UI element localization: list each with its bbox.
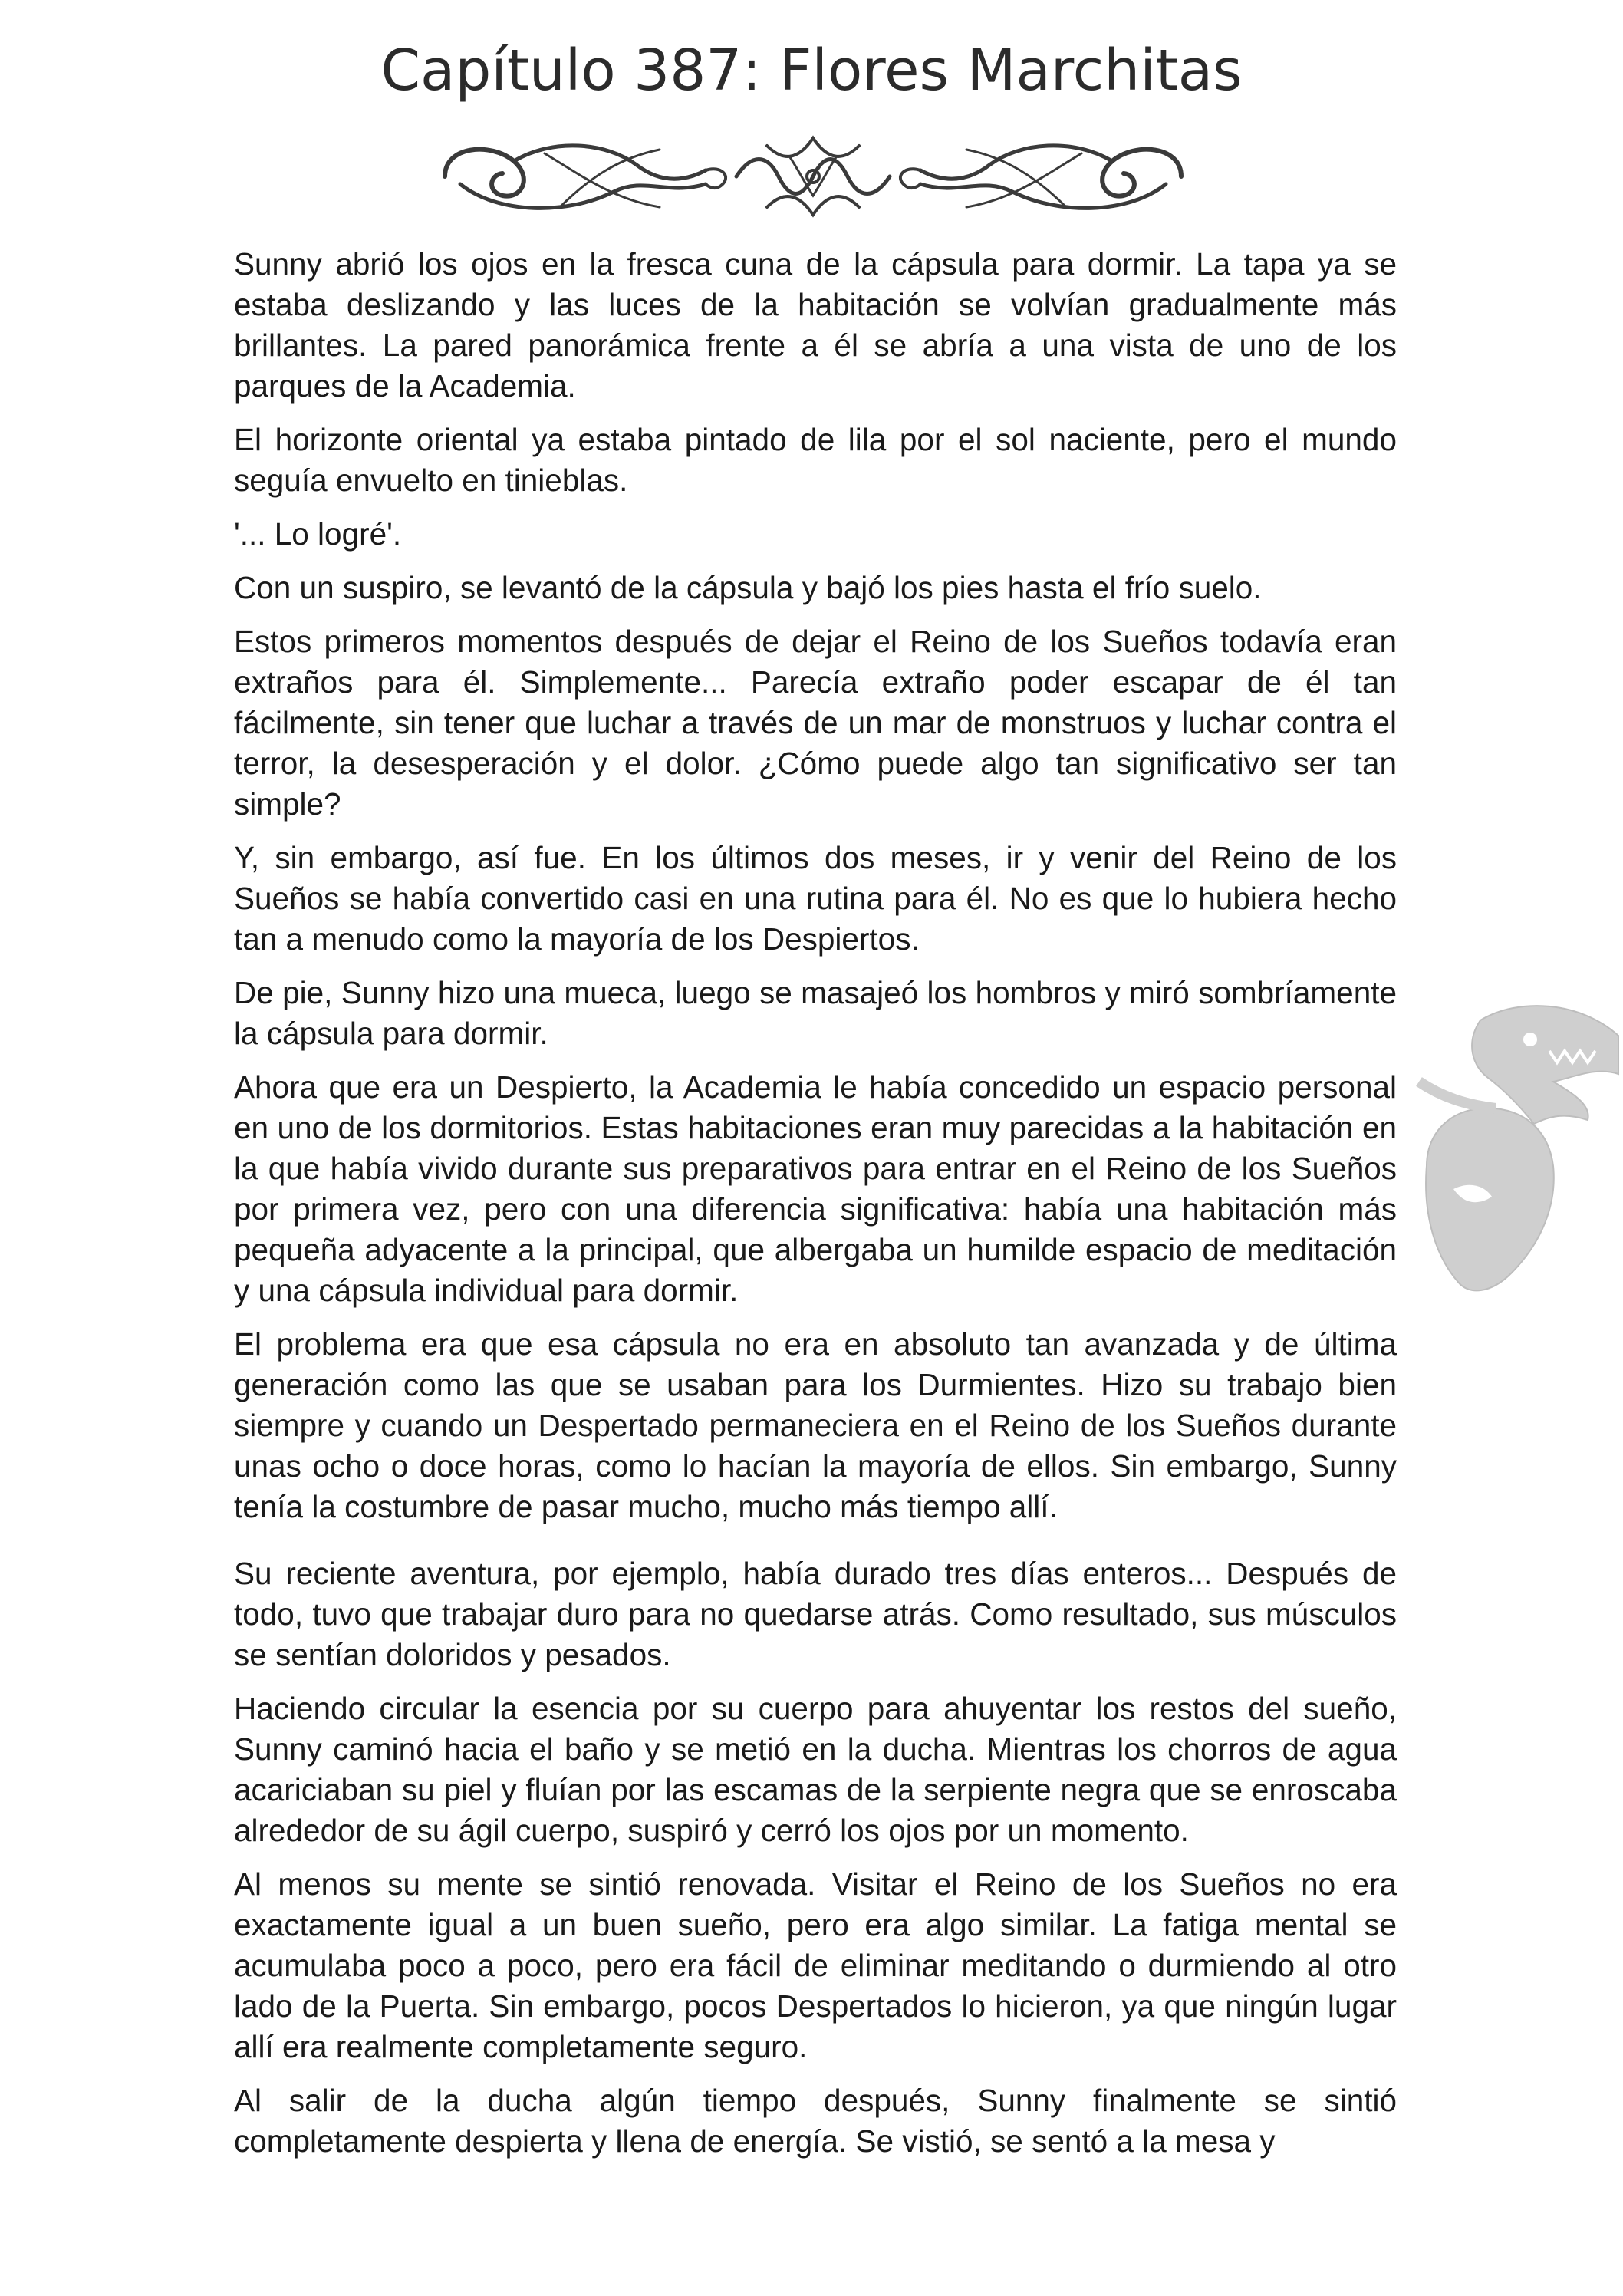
paragraph: Y, sin embargo, así fue. En los últimos dos meses, ir y venir del Reino de los Sueños se había convertido casi en una rutina para él. No es que lo hubiera hecho tan a menudo como la mayoría de los Despiertos. xyxy=(234,840,1397,957)
paragraph: El horizonte oriental ya estaba pintado de lila por el sol naciente, pero el mundo seguía envuelto en tinieblas. xyxy=(234,422,1397,498)
paragraph: Sunny abrió los ojos en la fresca cuna de la cápsula para dormir. La tapa ya se estaba deslizando y las luces de la habitación se volvían gradualmente más brillantes. La pared panorámica frente a él se abría a una vista de uno de los parques de la Academia. xyxy=(234,246,1397,404)
paragraph: Al salir de la ducha algún tiempo después, Sunny finalmente se sintió completamente despierta y llena de energía. Se vistió, se sentó a la mesa y xyxy=(234,2083,1397,2159)
chapter-title: Capítulo 387: Flores Marchitas xyxy=(380,38,1243,104)
paragraph: '... Lo logré'. xyxy=(234,516,402,552)
paragraph: Con un suspiro, se levantó de la cápsula y bajó los pies hasta el frío suelo. xyxy=(234,570,1262,605)
paragraph: El problema era que esa cápsula no era en absoluto tan avanzada y de última generación como las que se usaban para los Durmientes. Hizo su trabajo bien siempre y cuando un Despertado permaneciera en el Reino de los Sueños durante unas ocho o doce horas, como lo hacían la mayoría de ellos. Sin embargo, Sunny tenía la costumbre de pasar mucho, mucho más tiempo allí. xyxy=(234,1326,1397,1524)
paragraph: Haciendo circular la esencia por su cuerpo para ahuyentar los restos del sueño, Sunny caminó hacia el baño y se metió en la ducha. Mientras los chorros de agua acariciaban su piel y fluían por las escamas de la serpiente negra que se enroscaba alrededor de su ágil cuerpo, suspiró y cerró los ojos por un momento. xyxy=(234,1691,1397,1848)
dinosaur-skull-watermark-icon xyxy=(1396,990,1623,1312)
flourish-divider-icon xyxy=(430,123,1197,230)
chapter-body xyxy=(234,244,1397,2175)
paragraph: Su reciente aventura, por ejemplo, había durado tres días enteros... Después de todo, tuvo que trabajar duro para no quedarse atrás. Como resultado, sus músculos se sentían doloridos y pesados. xyxy=(234,1556,1397,1672)
paragraph: Ahora que era un Despierto, la Academia le había concedido un espacio personal en uno de los dormitorios. Estas habitaciones eran muy parecidas a la habitación en la que había vivido durante sus preparativos para entrar en el Reino de los Sueños por primera vez, pero con una diferencia significativa: había una habitación más pequeña adyacente a la principal, que albergaba un humilde espacio de meditación y una cápsula individual para dormir. xyxy=(234,1069,1397,1308)
paragraph: Estos primeros momentos después de dejar el Reino de los Sueños todavía eran extraños para él. Simplemente... Parecía extraño poder escapar de él tan fácilmente, sin tener que luchar a través de un mar de monstruos y luchar contra el terror, la desesperación y el dolor. ¿Cómo puede algo tan significativo ser tan simple? xyxy=(234,624,1397,822)
paragraph: Al menos su mente se sintió renovada. Visitar el Reino de los Sueños no era exactamente igual a un buen sueño, pero era algo similar. La fatiga mental se acumulaba poco a poco, pero era fácil de eliminar meditando o durmiendo al otro lado de la Puerta. Sin embargo, pocos Despertados lo hicieron, ya que ningún lugar allí era realmente completamente seguro. xyxy=(234,1866,1397,2064)
paragraph: De pie, Sunny hizo una mueca, luego se masajeó los hombros y miró sombríamente la cápsula para dormir. xyxy=(234,975,1397,1051)
